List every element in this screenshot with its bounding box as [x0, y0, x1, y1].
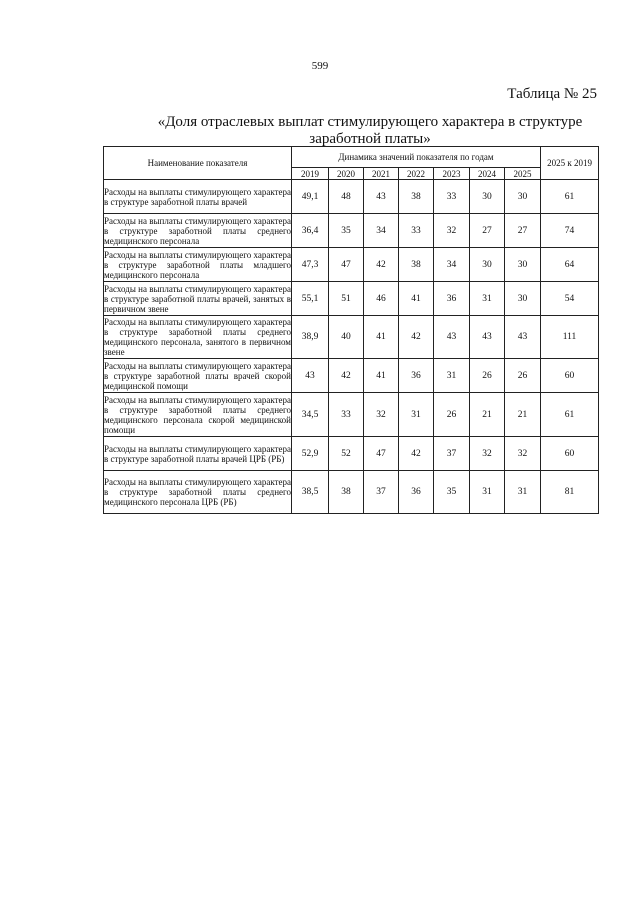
- year-header-2021: 2021: [364, 168, 399, 180]
- year-header-2022: 2022: [399, 168, 434, 180]
- indicator-name-cell: Расходы на выплаты стимулирующего характера в структуре заработной платы младшего медицинского персонала: [104, 249, 291, 280]
- value-cell-2020: 48: [329, 180, 364, 214]
- table-row: [104, 471, 599, 514]
- value-cell-2025: 30: [505, 180, 541, 214]
- value-cell-2023: 31: [434, 359, 470, 393]
- header-indicator-name: Наименование показателя: [104, 147, 292, 180]
- value-cell-2021: 47: [364, 437, 399, 471]
- value-cell-2019: 38,9: [292, 316, 329, 359]
- value-cell-2024: 31: [470, 471, 505, 514]
- table-row: [104, 282, 599, 316]
- value-cell-2020: 35: [329, 214, 364, 248]
- value-cell-2022: 42: [399, 316, 434, 359]
- value-cell-2021: 46: [364, 282, 399, 316]
- year-header-2023: 2023: [434, 168, 470, 180]
- value-cell-2024: 32: [470, 437, 505, 471]
- value-cell-2022: 36: [399, 359, 434, 393]
- value-cell-2022: 38: [399, 248, 434, 282]
- value-cell-2022: 31: [399, 393, 434, 437]
- value-cell-2021: 41: [364, 316, 399, 359]
- value-cell-2019: 43: [292, 359, 329, 393]
- value-cell-2020: 51: [329, 282, 364, 316]
- value-cell-2021: 43: [364, 180, 399, 214]
- table-label: Таблица № 25: [507, 86, 597, 102]
- value-cell-2023: 26: [434, 393, 470, 437]
- value-cell-2022: 36: [399, 471, 434, 514]
- change-cell: 81: [541, 471, 599, 514]
- indicator-name-cell: Расходы на выплаты стимулирующего характера в структуре заработной платы среднего медицинского персонала: [104, 215, 291, 246]
- indicator-name-cell: Расходы на выплаты стимулирующего характера в структуре заработной платы среднего медицинского персонала скорой медицинской помощи: [104, 394, 291, 435]
- value-cell-2020: 47: [329, 248, 364, 282]
- indicator-name-cell: Расходы на выплаты стимулирующего характера в структуре заработной платы врачей: [104, 180, 292, 214]
- title-line-1: «Доля отраслевых выплат стимулирующего характера в структуре: [157, 114, 583, 130]
- value-cell-2021: 42: [364, 248, 399, 282]
- value-cell-2025: 30: [505, 248, 541, 282]
- change-cell: 74: [541, 214, 599, 248]
- value-cell-2023: 36: [434, 282, 470, 316]
- value-cell-2019: 47,3: [292, 248, 329, 282]
- table-row: [104, 359, 599, 393]
- value-cell-2019: 52,9: [292, 437, 329, 471]
- value-cell-2019: 36,4: [292, 214, 329, 248]
- page-number: 599: [311, 60, 329, 72]
- year-header-2024: 2024: [470, 168, 505, 180]
- value-cell-2024: 30: [470, 248, 505, 282]
- indicator-name-cell: Расходы на выплаты стимулирующего характера в структуре заработной платы врачей скорой медицинской помощи: [104, 360, 291, 391]
- value-cell-2019: 55,1: [292, 282, 329, 316]
- value-cell-2021: 32: [364, 393, 399, 437]
- value-cell-2024: 30: [470, 180, 505, 214]
- table-row: [104, 180, 599, 214]
- value-cell-2020: 52: [329, 437, 364, 471]
- value-cell-2024: 43: [470, 316, 505, 359]
- value-cell-2025: 27: [505, 214, 541, 248]
- value-cell-2025: 21: [505, 393, 541, 437]
- value-cell-2025: 26: [505, 359, 541, 393]
- value-cell-2019: 38,5: [292, 471, 329, 514]
- table-row: [104, 316, 599, 359]
- table-row: [104, 248, 599, 282]
- change-cell: 111: [541, 316, 599, 359]
- value-cell-2023: 43: [434, 316, 470, 359]
- indicator-name-cell: Расходы на выплаты стимулирующего характера в структуре заработной платы врачей ЦРБ (РБ): [104, 437, 292, 471]
- value-cell-2021: 34: [364, 214, 399, 248]
- indicator-name-cell: Расходы на выплаты стимулирующего характера в структуре заработной платы среднего медицинского персонала, занятого в первичном звене: [104, 317, 291, 357]
- value-cell-2025: 32: [505, 437, 541, 471]
- value-cell-2023: 34: [434, 248, 470, 282]
- value-cell-2021: 41: [364, 359, 399, 393]
- table-title: [140, 114, 600, 148]
- title-line-2: заработной платы»: [309, 131, 431, 147]
- value-cell-2024: 31: [470, 282, 505, 316]
- value-cell-2022: 38: [399, 180, 434, 214]
- value-cell-2023: 37: [434, 437, 470, 471]
- change-cell: 60: [541, 437, 599, 471]
- header-change: 2025 к 2019: [541, 147, 599, 180]
- value-cell-2024: 27: [470, 214, 505, 248]
- indicator-name-cell: Расходы на выплаты стимулирующего характера в структуре заработной платы врачей, занятых в первичном звене: [104, 283, 291, 314]
- value-cell-2022: 33: [399, 214, 434, 248]
- value-cell-2025: 30: [505, 282, 541, 316]
- value-cell-2021: 37: [364, 471, 399, 514]
- value-cell-2023: 35: [434, 471, 470, 514]
- value-cell-2020: 33: [329, 393, 364, 437]
- value-cell-2022: 42: [399, 437, 434, 471]
- value-cell-2024: 26: [470, 359, 505, 393]
- value-cell-2025: 31: [505, 471, 541, 514]
- indicator-name-cell: Расходы на выплаты стимулирующего характера в структуре заработной платы среднего медицинского персонала ЦРБ (РБ): [104, 471, 292, 514]
- value-cell-2020: 38: [329, 471, 364, 514]
- change-cell: 54: [541, 282, 599, 316]
- value-cell-2023: 32: [434, 214, 470, 248]
- year-header-2020: 2020: [329, 168, 364, 180]
- value-cell-2019: 49,1: [292, 180, 329, 214]
- value-cell-2019: 34,5: [292, 393, 329, 437]
- value-cell-2024: 21: [470, 393, 505, 437]
- year-header-2019: 2019: [292, 168, 329, 180]
- value-cell-2020: 40: [329, 316, 364, 359]
- table-row: [104, 214, 599, 248]
- table-row: [104, 393, 599, 437]
- indicator-table: [103, 146, 599, 514]
- change-cell: 61: [541, 393, 599, 437]
- value-cell-2020: 42: [329, 359, 364, 393]
- change-cell: 61: [541, 180, 599, 214]
- value-cell-2022: 41: [399, 282, 434, 316]
- year-header-2025: 2025: [505, 168, 541, 180]
- header-dynamics: Динамика значений показателя по годам: [292, 147, 541, 168]
- change-cell: 60: [541, 359, 599, 393]
- table-header: [104, 147, 599, 180]
- value-cell-2025: 43: [505, 316, 541, 359]
- change-cell: 64: [541, 248, 599, 282]
- table-row: [104, 437, 599, 471]
- value-cell-2023: 33: [434, 180, 470, 214]
- table-body: [104, 180, 599, 514]
